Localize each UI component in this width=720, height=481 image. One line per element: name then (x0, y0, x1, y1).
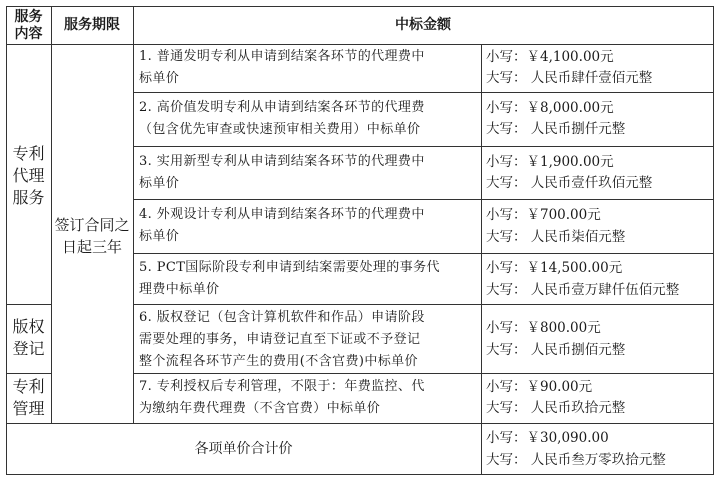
row-6-amount-small: 小写：￥800.00元 (486, 320, 601, 336)
row-4-amount-small: 小写：￥700.00元 (486, 207, 601, 223)
service-period-value: 签订合同之 日起三年 (54, 216, 130, 256)
row-3-amount-small: 小写：￥1,900.00元 (486, 154, 614, 170)
row-7-amount-small: 小写：￥90.00元 (486, 379, 593, 395)
row-5-amount-small: 小写：￥14,500.00元 (486, 260, 623, 276)
row-1-description: 1. 普通发明专利从申请到结案各环节的代理费中 标单价 (139, 49, 425, 86)
row-7-description: 7. 专利授权后专利管理，不限于：年费监控、代 为缴纳年费代理费（不含官费）中标单价 (139, 379, 425, 416)
total-amount-big: 大写： 人民币叁万零玖拾元整 (486, 452, 666, 468)
row-2-description: 2. 高价值发明专利从申请到结案各环节的代理费 （包含优先审查或快速预审相关费用）中标单价 (139, 100, 425, 137)
row-6-amount-big: 大写： 人民币捌佰元整 (486, 342, 626, 358)
header-service-period: 服务期限 (64, 17, 120, 33)
row-3-description: 3. 实用新型专利从申请到结案各环节的代理费中 标单价 (139, 154, 425, 191)
total-label: 各项单价合计价 (194, 441, 293, 457)
row-4-description: 4. 外观设计专利从申请到结案各环节的代理费中 标单价 (139, 207, 425, 244)
row-5-amount-big: 大写： 人民币壹万肆仟伍佰元整 (486, 282, 680, 298)
header-service-content: 服务 内容 (14, 9, 43, 42)
header-bid-amount: 中标金额 (395, 17, 451, 33)
row-7-amount-big: 大写： 人民币玖拾元整 (486, 400, 626, 416)
row-1-amount-big: 大写： 人民币肆仟壹佰元整 (486, 70, 653, 86)
row-6-description: 6. 版权登记（包含计算机软件和作品）申请阶段 需要处理的事务，申请登记直至下证或不予登记 整个流程各环节产生的费用(不含官费)中标单价 (139, 310, 425, 369)
total-amount-small: 小写：￥30,090.00 (486, 430, 609, 446)
row-3-amount-big: 大写： 人民币壹仟玖佰元整 (486, 175, 653, 191)
service-copyright-registration: 版权 登记 (12, 317, 45, 358)
row-1-amount-small: 小写：￥4,100.00元 (486, 49, 614, 65)
service-patent-agency: 专利 代理 服务 (12, 144, 45, 207)
row-4-amount-big: 大写： 人民币柒佰元整 (486, 229, 626, 245)
row-2-amount-small: 小写：￥8,000.00元 (486, 100, 614, 116)
row-2-amount-big: 大写： 人民币捌仟元整 (486, 121, 626, 137)
service-patent-management: 专利 管理 (12, 377, 45, 418)
row-5-description: 5. PCT国际阶段专利申请到结案需要处理的事务代 理费中标单价 (139, 260, 440, 297)
